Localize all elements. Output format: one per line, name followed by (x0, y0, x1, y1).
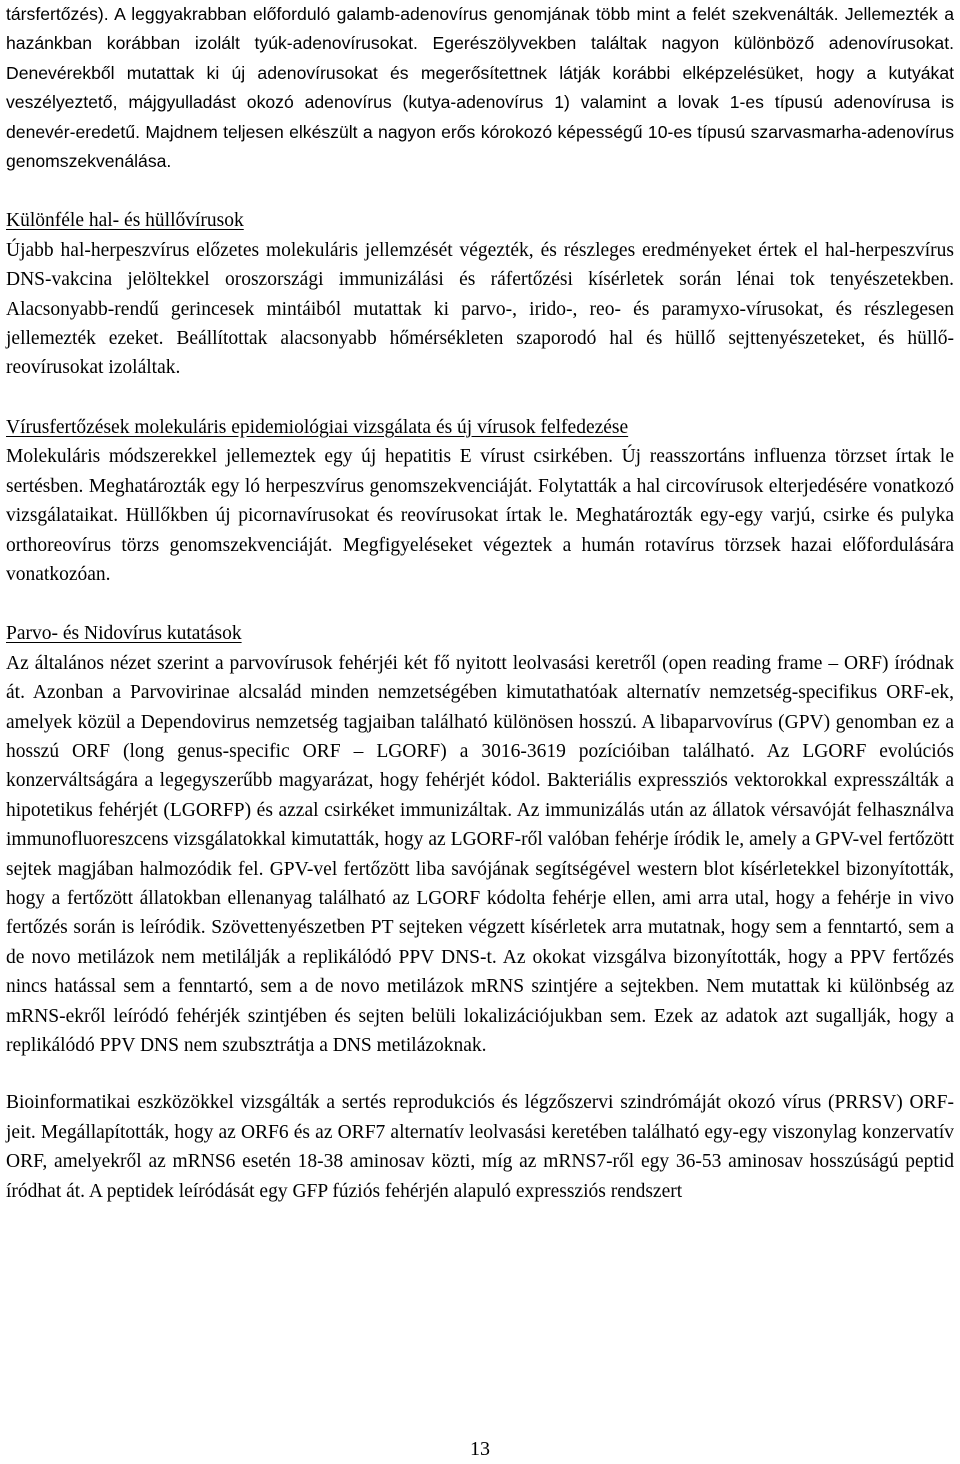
section-body-parvo-nidovirus: Az általános nézet szerint a parvovírusok fehérjéi két fő nyitott leolvasási keretről (open reading frame – ORF) íródnak át. Azonban a Parvovirinae alcsalád minden nemzetségében kimutathatóak alternatív nemzetség-specifikus ORF-ek, amelyek közül a Dependovirus nemzetség tagjaiban található különösen hosszú. A libaparvovírus (GPV) genomban ez a hosszú ORF (long genus-specific ORF – LGORF) a 3016-3619 pozícióiban található. Az LGORF evolúciós konzerváltságára a legegyszerűbb magyarázat, hogy fehérjét kódol. Bakteriális expressziós vektorokkal expresszálták a hipotetikus fehérjét (LGORFP) és azzal csirkéket immunizáltak. Az immunizálás után az állatok vérsavóját felhasználva immunofluoreszcens vizsgálatokkal kimutatták, hogy az LGORF-ről valóban fehérje íródik le, amely a GPV-vel fertőzött sejtek magjában halmozódik fel. GPV-vel fertőzött liba savójának segítségével western blot kísérletekkel bizonyították, hogy a fertőzött állatokban ellenanyag található az LGORF kódolta fehérje ellen, ami arra utal, hogy a fehérje in vivo fertőzés során is leíródik. Szövettenyészetben PT sejteken végzett kísérletek arra mutatnak, hogy sem a fenntartó, sem a de novo metilázok nem metilálják a replikálódó PPV DNS-t. Az okokat vizsgálva bizonyították, hogy a PPV fertőzés nincs hatással sem a fenntartó, sem a de novo metilázok mRNS szintjére a sejtekben. Nem mutattak ki különbség az mRNS-ekről leíródó fehérjék szintjében és sejten belüli lokalizációjukban sem. Ezek az adatok azt sugallják, hogy a replikálódó PPV DNS nem szubsztrátja a DNS metilázoknak. (6, 652, 954, 1056)
section-gap (6, 1060, 954, 1088)
section-heading-parvo-nidovirus: Parvo- és Nidovírus kutatások (6, 623, 242, 645)
intro-paragraph: társfertőzés). A leggyakrabban előforduló galamb-adenovírus genomjának több mint a felét szekvenálták. Jellemezték a hazánkban korábban izolált tyúk-adenovírusokat. Egerészölyvekben találtak nagyon különböző adenovírusokat. Denevérekből mutattak ki új adenovírusokat és megerősítettnek látják korábbi elképzelésüket, hogy a kutyákat veszélyeztető, májgyulladást okozó adenovírus (kutya-adenovírus 1) valamint a lovak 1-es típusú adenovírusa is denevér-eredetű. Majdnem teljesen elkészült a nagyon erős kórokozó képességű 10-es típusú szarvasmarha-adenovírus genomszekvenálása. (6, 4, 954, 172)
section-body-fish-reptile-viruses: Újabb hal-herpeszvírus előzetes molekuláris jellemzését végezték, és részleges eredményeket értek el hal-herpeszvírus DNS-vakcina jelöltekkel oroszországi immunizálási és ráfertőzési kísérletek során lénai tok tenyészetekben. Alacsonyabb-rendű gerincesek mintáiból mutattak ki parvo-, irido-, reo- és paramyxo-vírusokat, és részlegesen jellemezték ezeket. Beállítottak alacsonyabb hőmérsékleten szaporodó hal és hüllő sejttenyészeteket, és hüllő-reovírusokat izoláltak. (6, 239, 954, 379)
closing-paragraph: Bioinformatikai eszközökkel vizsgálták a sertés reprodukciós és légzőszervi szindrómáját okozó vírus (PRRSV) ORF-jeit. Megállapították, hogy az ORF6 és az ORF7 alternatív leolvasási keretében található egy-egy viszonylag konzervatív ORF, amelyekről az mRNS6 esetén 18-38 aminosav közti, míg az mRNS7-ről egy 36-53 aminosav hosszúságú peptid íródhat át. A peptidek leíródását egy GFP fúziós fehérjén alapuló expressziós rendszert (6, 1092, 954, 1202)
section-heading-molecular-epidemiology: Vírusfertőzések molekuláris epidemiológiai vizsgálata és új vírusok felfedezése (6, 416, 629, 438)
section-heading-fish-reptile-viruses: Különféle hal- és hüllővírusok (6, 210, 244, 232)
section-body-molecular-epidemiology: Molekuláris módszerekkel jellemeztek egy új hepatitis E vírust csirkében. Új reasszortáns influenza törzset írtak le sertésben. Meghatározták egy ló herpeszvírus genomszekvenciáját. Folytatták a hal circovírusok elterjedésére vonatkozó vizsgálataikat. Hüllőkben új picornavírusokat és reovírusokat írtak le. Meghatározták egy-egy varjú, csirke és pulyka orthoreovírus törzs genomszekvenciáját. Megfigyeléseket végeztek a humán rotavírus törzsek hazai előfordulására vonatkozóan. (6, 446, 954, 585)
section-gap (6, 176, 954, 206)
section-gap (6, 383, 954, 413)
document-page (6, 0, 954, 1206)
section-gap (6, 589, 954, 619)
page-number: 13 (470, 1438, 490, 1460)
